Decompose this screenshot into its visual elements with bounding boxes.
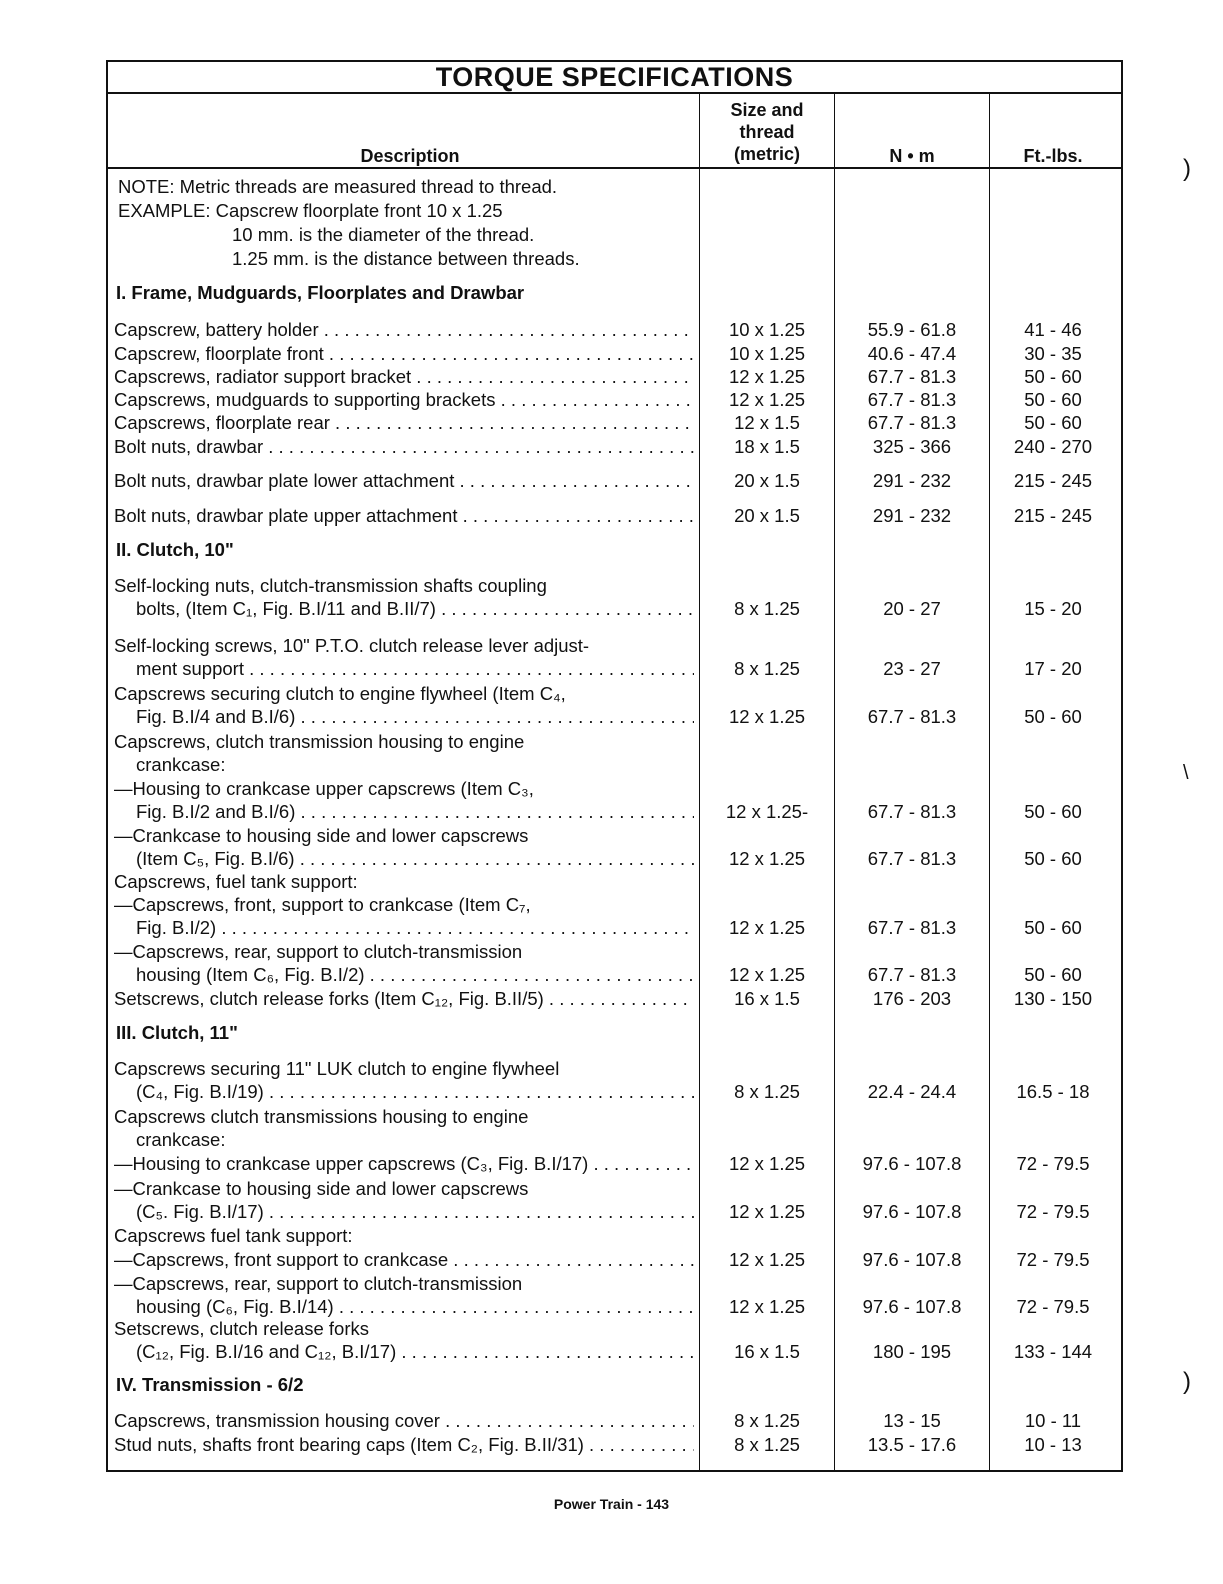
section-heading: III. Clutch, 11" [116,1022,238,1043]
ftlbs-value: 50 - 60 [1024,964,1082,985]
header-nm: N • m [889,146,935,166]
row-description-line: housing (C₆, Fig. B.I/14) . . . [114,1295,694,1318]
note-line: 10 mm. is the diameter of the thread. [232,224,535,245]
row-description [114,940,694,986]
header-size-line: thread [739,122,795,142]
size-value: 12 x 1.25 [728,917,806,938]
nm-value: 22.4 - 24.4 [867,1081,957,1102]
ftlbs-value: 72 - 79.5 [1016,1201,1090,1222]
size-value: 12 x 1.25 [728,1153,806,1174]
row-description-line: Fig. B.I/2 and B.I/6) . . . [114,800,694,823]
size-value: 16 x 1.5 [734,1341,800,1362]
note-line: EXAMPLE: Capscrew floorplate front 10 x 1.25 [118,200,503,221]
ftlbs-value: 133 - 144 [1013,1341,1093,1362]
row-description-line: Capscrews fuel tank support: [114,1225,353,1246]
nm-value: 97.6 - 107.8 [862,1153,962,1174]
row-description [114,1105,694,1151]
row-description-line: —Capscrews, front support to crankcase . . . [114,1248,694,1271]
row-description [114,342,694,365]
size-value: 12 x 1.25 [728,1296,806,1317]
column-divider [834,94,835,1472]
row-description-line: —Crankcase to housing side and lower capscrews [114,1178,529,1199]
ftlbs-value: 215 - 245 [1013,470,1093,491]
row-description-line: (C₅. Fig. B.I/17) . . . [114,1200,694,1223]
row-description [114,777,694,823]
row-description [114,824,694,870]
nm-value: 40.6 - 47.4 [867,343,957,364]
ftlbs-value: 17 - 20 [1024,658,1082,679]
ftlbs-value: 240 - 270 [1013,436,1093,457]
nm-value: 291 - 232 [872,505,952,526]
row-description-line: —Housing to crankcase upper capscrews (Item C₃, [114,778,534,799]
row-description [114,435,694,458]
row-description [114,574,694,620]
row-description [114,1433,694,1456]
size-value: 20 x 1.5 [734,505,800,526]
section-heading: II. Clutch, 10" [116,539,234,560]
row-description-line: Capscrews securing clutch to engine flywheel (Item C₄, [114,683,566,704]
row-description-line: Capscrews, mudguards to supporting brackets . . . [114,388,694,411]
row-description-line: (C₄, Fig. B.I/19) . . . [114,1080,694,1103]
nm-value: 67.7 - 81.3 [867,706,957,727]
row-description-line: —Capscrews, rear, support to clutch-transmission [114,941,523,962]
row-description-line: Capscrews, clutch transmission housing to engine [114,731,525,752]
ftlbs-value: 50 - 60 [1024,706,1082,727]
ftlbs-value: 50 - 60 [1024,389,1082,410]
nm-value: 23 - 27 [883,658,941,679]
row-description-line: (Item C₅, Fig. B.I/6) . . . [114,847,694,870]
row-description-line: (C₁₂, Fig. B.I/16 and C₁₂, B.I/17) . . . [114,1340,694,1363]
section-heading: IV. Transmission - 6/2 [116,1374,304,1395]
ftlbs-value: 50 - 60 [1024,801,1082,822]
note-line: NOTE: Metric threads are measured thread to thread. [118,176,558,197]
row-description-line: Bolt nuts, drawbar plate upper attachment . . . [114,504,694,527]
row-description-line: crankcase: [136,1129,226,1150]
header-size [700,99,834,165]
size-value: 12 x 1.25 [728,1249,806,1270]
nm-value: 55.9 - 61.8 [867,319,957,340]
row-description-line: —Capscrews, front, support to crankcase (Item C₇, [114,894,531,915]
ftlbs-value: 10 - 13 [1024,1434,1082,1455]
nm-value: 180 - 195 [872,1341,952,1362]
nm-value: 13 - 15 [883,1410,941,1431]
header-ftlbs: Ft.-lbs. [1023,146,1083,166]
row-description [114,893,694,939]
row-description [114,634,694,680]
row-description [114,1224,694,1247]
size-value: 8 x 1.25 [734,1081,800,1102]
row-description-line: Capscrews, transmission housing cover . . . [114,1409,694,1432]
row-description [114,1409,694,1432]
row-description [114,1177,694,1223]
size-value: 12 x 1.5 [734,412,800,433]
row-description-line: Capscrews clutch transmissions housing to engine [114,1106,529,1127]
ftlbs-value: 215 - 245 [1013,505,1093,526]
ftlbs-value: 41 - 46 [1024,319,1082,340]
row-description-line: housing (Item C₆, Fig. B.I/2) . . . [114,963,694,986]
row-description-line: Bolt nuts, drawbar . . . [114,435,694,458]
row-description [114,870,694,893]
row-description-line: ment support . . . [114,657,694,680]
row-description [114,318,694,341]
row-description-line: Stud nuts, shafts front bearing caps (Item C₂, Fig. B.II/31) . . . [114,1433,694,1456]
row-description-line: Capscrews, floorplate rear . . . [114,411,694,434]
page-footer: Power Train - 143 [553,1496,670,1512]
row-description [114,504,694,527]
row-description-line: —Crankcase to housing side and lower capscrews [114,825,529,846]
ftlbs-value: 50 - 60 [1024,917,1082,938]
size-value: 20 x 1.5 [734,470,800,491]
nm-value: 67.7 - 81.3 [867,848,957,869]
row-description-line: Setscrews, clutch release forks [114,1318,369,1339]
ftlbs-value: 72 - 79.5 [1016,1249,1090,1270]
size-value: 8 x 1.25 [734,1410,800,1431]
row-description [114,1272,694,1318]
nm-value: 67.7 - 81.3 [867,801,957,822]
row-description-line: Fig. B.I/4 and B.I/6) . . . [114,705,694,728]
size-value: 8 x 1.25 [734,1434,800,1455]
row-description [114,1057,694,1103]
size-value: 8 x 1.25 [734,658,800,679]
margin-mark: ) [1183,155,1191,182]
row-description-line: bolts, (Item C₁, Fig. B.I/11 and B.II/7) . . . [114,597,694,620]
ftlbs-value: 50 - 60 [1024,412,1082,433]
nm-value: 67.7 - 81.3 [867,389,957,410]
nm-value: 97.6 - 107.8 [862,1201,962,1222]
nm-value: 67.7 - 81.3 [867,964,957,985]
size-value: 10 x 1.25 [728,319,806,340]
size-value: 16 x 1.5 [734,988,800,1009]
row-description-line: Fig. B.I/2) . . . [114,916,694,939]
row-description [114,365,694,388]
margin-mark: \ [1183,762,1189,784]
row-description [114,682,694,728]
row-description-line: Capscrew, floorplate front . . . [114,342,694,365]
row-description-line: Self-locking nuts, clutch-transmission shafts coupling [114,575,547,596]
row-description-line: Capscrews, fuel tank support: [114,871,358,892]
row-description [114,730,694,776]
row-description-line: Setscrews, clutch release forks (Item C₁₂, Fig. B.II/5) . . . [114,987,694,1010]
row-description-line: crankcase: [136,754,226,775]
nm-value: 20 - 27 [883,598,941,619]
row-description-line: Capscrews securing 11" LUK clutch to engine flywheel [114,1058,560,1079]
size-value: 12 x 1.25 [728,1201,806,1222]
section-heading: I. Frame, Mudguards, Floorplates and Drawbar [116,282,525,303]
note-block [118,175,580,271]
nm-value: 97.6 - 107.8 [862,1249,962,1270]
size-value: 12 x 1.25 [728,366,806,387]
header-size-line: Size and [730,100,804,120]
row-description-line: —Capscrews, rear, support to clutch-transmission [114,1273,523,1294]
row-description [114,388,694,411]
nm-value: 67.7 - 81.3 [867,412,957,433]
row-description [114,411,694,434]
ftlbs-value: 16.5 - 18 [1016,1081,1090,1102]
ftlbs-value: 72 - 79.5 [1016,1153,1090,1174]
row-description [114,1248,694,1271]
size-value: 12 x 1.25- [725,801,809,822]
row-description [114,1317,694,1363]
nm-value: 13.5 - 17.6 [867,1434,957,1455]
row-description-line: Capscrew, battery holder . . . [114,318,694,341]
row-description-line: Bolt nuts, drawbar plate lower attachment . . . [114,469,694,492]
header-description: Description [360,146,460,166]
size-value: 10 x 1.25 [728,343,806,364]
ftlbs-value: 130 - 150 [1013,988,1093,1009]
row-description [114,469,694,492]
nm-value: 291 - 232 [872,470,952,491]
nm-value: 325 - 366 [872,436,952,457]
page-title: TORQUE SPECIFICATIONS [106,60,1123,94]
nm-value: 67.7 - 81.3 [867,366,957,387]
size-value: 12 x 1.25 [728,706,806,727]
row-description-line: —Housing to crankcase upper capscrews (C₃, Fig. B.I/17) . . . [114,1152,694,1175]
ftlbs-value: 72 - 79.5 [1016,1296,1090,1317]
margin-mark: ) [1183,1368,1191,1395]
nm-value: 176 - 203 [872,988,952,1009]
size-value: 8 x 1.25 [734,598,800,619]
header-divider [106,167,1123,169]
ftlbs-value: 50 - 60 [1024,848,1082,869]
row-description-line: Capscrews, radiator support bracket . . . [114,365,694,388]
row-description-line: Self-locking screws, 10" P.T.O. clutch release lever adjust- [114,635,590,656]
size-value: 12 x 1.25 [728,389,806,410]
ftlbs-value: 15 - 20 [1024,598,1082,619]
ftlbs-value: 50 - 60 [1024,366,1082,387]
nm-value: 67.7 - 81.3 [867,917,957,938]
ftlbs-value: 10 - 11 [1024,1410,1082,1431]
size-value: 18 x 1.5 [734,436,800,457]
ftlbs-value: 30 - 35 [1024,343,1082,364]
row-description [114,1152,694,1175]
size-value: 12 x 1.25 [728,964,806,985]
size-value: 12 x 1.25 [728,848,806,869]
note-line: 1.25 mm. is the distance between threads. [232,248,580,269]
row-description [114,987,694,1010]
nm-value: 97.6 - 107.8 [862,1296,962,1317]
header-size-line: (metric) [733,144,800,164]
